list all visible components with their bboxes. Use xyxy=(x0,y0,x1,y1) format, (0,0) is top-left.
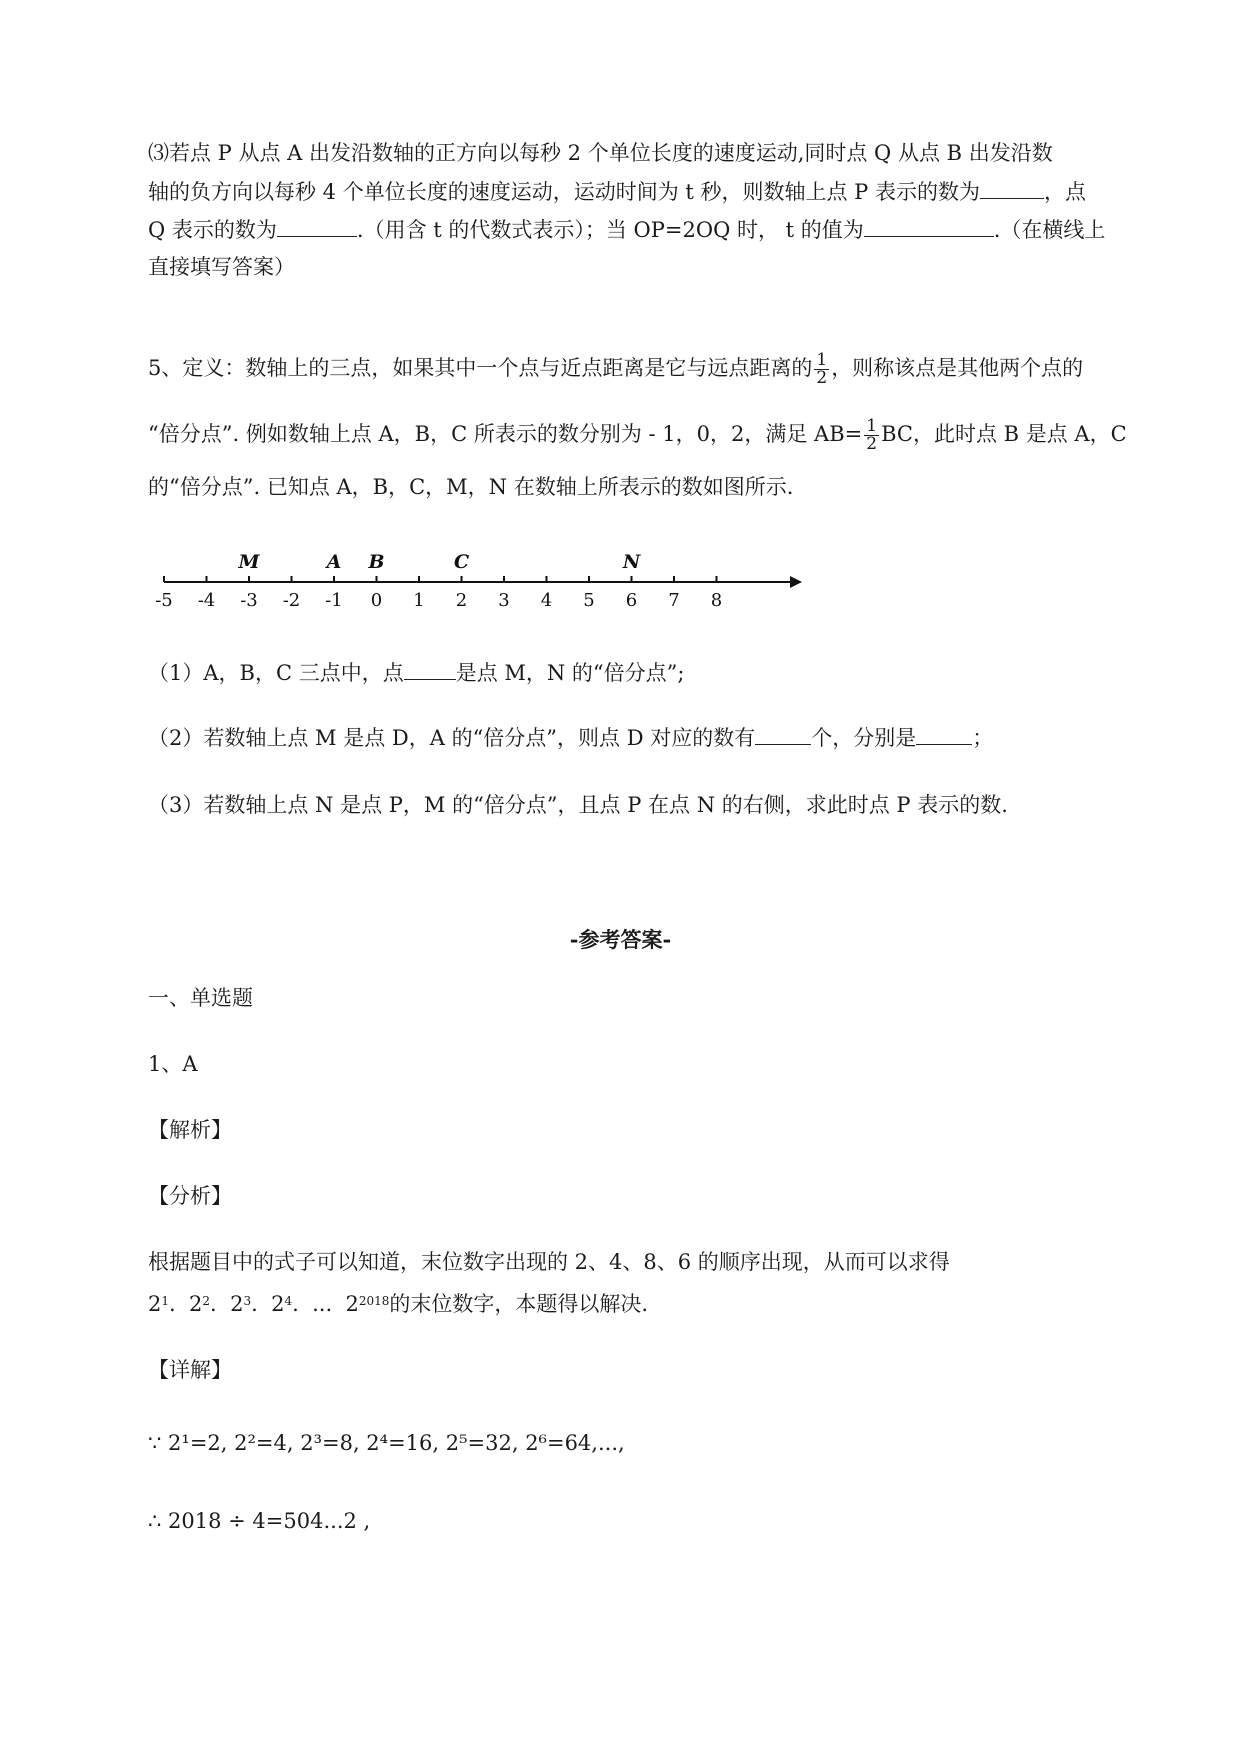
tick-label: -5 xyxy=(155,590,173,611)
q5-sub1-tail: 是点 M，N 的“倍分点”; xyxy=(455,661,685,685)
fraction-half xyxy=(864,418,879,453)
axis-arrow-icon xyxy=(790,576,802,588)
fraction-denominator: 2 xyxy=(816,368,828,388)
analysis-line2-tail: 的末位数字，本题得以解决. xyxy=(389,1292,649,1316)
tick-label: 4 xyxy=(540,590,553,611)
q5-line2-text: “倍分点”. 例如数轴上点 A，B，C 所表示的数分别为 - 1，0，2，满足 AB= xyxy=(148,422,863,446)
point-label: A xyxy=(326,551,342,573)
answer-blank[interactable] xyxy=(916,722,972,745)
q4-line2-tail: ，点 xyxy=(1043,180,1086,204)
number-line-figure xyxy=(150,548,810,620)
section-title: 一、单选题 xyxy=(148,986,253,1010)
q5-definition-line2 xyxy=(148,418,1127,453)
q4-part3-line3 xyxy=(148,214,1105,245)
q5-sub2-mid: 个，分别是 xyxy=(811,726,917,750)
q5-sub2-text: （2）若数轴上点 M 是点 D，A 的“倍分点”，则点 D 对应的数有 xyxy=(148,726,756,750)
tick-label: 6 xyxy=(625,590,638,611)
q4-line2-text: 轴的负方向以每秒 4 个单位长度的速度运动，运动时间为 t 秒，则数轴上点 P 表示的数为 xyxy=(148,180,980,204)
q4-part3-line2 xyxy=(148,176,1086,207)
xiangjie-label: 【详解】 xyxy=(148,1358,232,1382)
fenxi-label: 【分析】 xyxy=(148,1184,232,1208)
q5-sub2 xyxy=(148,722,993,753)
tick-label: -4 xyxy=(197,590,216,611)
analysis-line1: 根据题目中的式子可以知道，末位数字出现的 2、4、8、6 的顺序出现，从而可以求得 xyxy=(148,1250,950,1274)
q4-line3-text-c: .（在横线上 xyxy=(993,218,1106,242)
q5-sub3: （3）若数轴上点 N 是点 P，M 的“倍分点”，且点 P 在点 N 的右侧，求此时点 P 表示的数. xyxy=(148,793,1008,817)
tick-label: 8 xyxy=(710,590,723,611)
answer-blank[interactable] xyxy=(755,722,811,745)
q5-line1-tail: ，则称该点是其他两个点的 xyxy=(831,356,1084,380)
q4-line3-text-a: Q 表示的数为 xyxy=(148,218,277,242)
tick-label: 1 xyxy=(413,590,425,611)
fraction-half xyxy=(814,352,829,387)
q5-sub1 xyxy=(148,657,684,688)
point-label: B xyxy=(368,551,385,573)
q5-sub2-tail: ； xyxy=(972,726,994,750)
point-label: M xyxy=(238,551,260,573)
tick-label: 0 xyxy=(370,590,383,611)
jiexi-label: 【解析】 xyxy=(148,1118,232,1142)
fraction-numerator: 1 xyxy=(816,350,828,370)
powers-sequence: $2^1$. $2^2$. $2^3$. $2^4$. ... $2^{2018}$ xyxy=(148,1292,390,1316)
tick-label: -3 xyxy=(240,590,258,611)
tick-label: 3 xyxy=(498,590,510,611)
because-line: ∵ 2¹=2, 2²=4, 2³=8, 2⁴=16, 2⁵=32, 2⁶=64,..., xyxy=(148,1431,625,1455)
point-label: N xyxy=(622,551,641,573)
analysis-line2 xyxy=(148,1289,648,1319)
point-label: C xyxy=(453,551,470,573)
q4-part3-line1: ⑶若点 P 从点 A 出发沿数轴的正方向以每秒 2 个单位长度的速度运动,同时点 Q 从点 B 出发沿数 xyxy=(148,141,1053,165)
q5-definition-line3: 的“倍分点”. 已知点 A，B，C，M，N 在数轴上所表示的数如图所示. xyxy=(148,475,794,499)
fraction-denominator: 2 xyxy=(866,434,878,454)
answer-blank[interactable] xyxy=(864,214,994,237)
tick-label: -2 xyxy=(282,590,301,611)
tick-label: -1 xyxy=(325,590,343,611)
fraction-numerator: 1 xyxy=(866,416,878,436)
answer-item-1: 1、A xyxy=(148,1052,198,1076)
q5-line2-tail: BC，此时点 B 是点 A，C xyxy=(881,422,1127,446)
therefore-line: ∴ 2018 ÷ 4=504...2 , xyxy=(148,1509,371,1533)
answer-blank[interactable] xyxy=(980,176,1044,199)
q4-line3-text-b: .（用含 t 的代数式表示）；当 OP=2OQ 时， t 的值为 xyxy=(356,218,864,242)
tick-label: 5 xyxy=(583,590,595,611)
q4-part3-line4: 直接填写答案） xyxy=(148,255,295,279)
q5-sub1-text: （1）A，B，C 三点中，点 xyxy=(148,661,404,685)
answers-heading: -参考答案- xyxy=(569,927,672,952)
q5-line1-text: 5、定义：数轴上的三点，如果其中一个点与近点距离是它与远点距离的 xyxy=(148,356,813,380)
answer-blank[interactable] xyxy=(277,214,357,237)
answer-blank[interactable] xyxy=(404,657,456,680)
tick-label: 2 xyxy=(455,590,468,611)
q5-definition-line1 xyxy=(148,352,1083,387)
tick-label: 7 xyxy=(668,590,680,611)
